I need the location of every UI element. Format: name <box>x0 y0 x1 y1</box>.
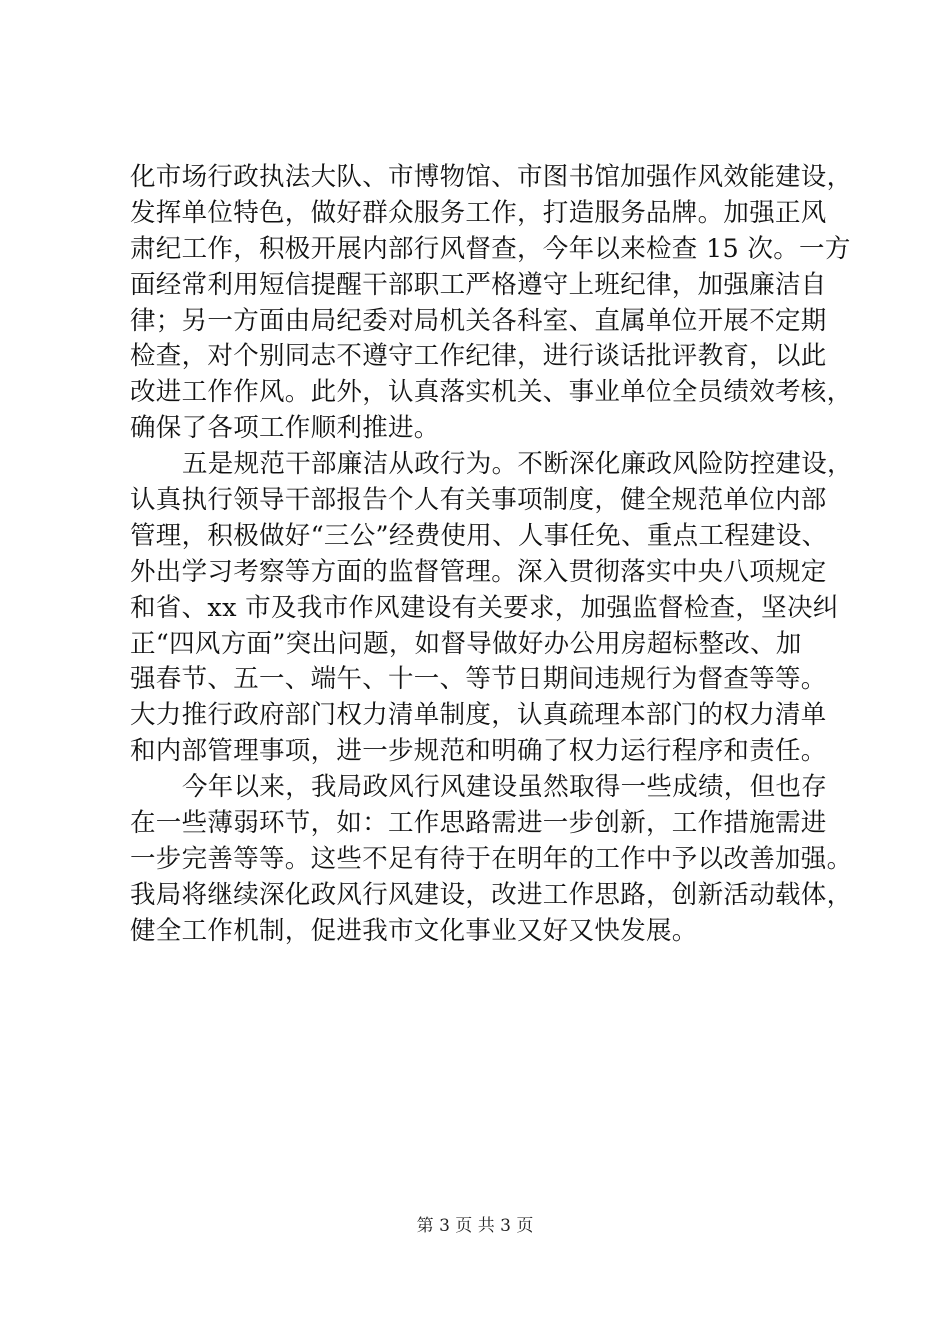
text-line: 改进工作作风。此外，认真落实机关、事业单位全员绩效考核， <box>130 377 853 408</box>
page-number-footer: 第 3 页 共 3 页 <box>416 1216 534 1236</box>
text-line: 正“四风方面”突出问题，如督导做好办公用房超标整改、加 <box>130 628 802 659</box>
text-line: 在一些薄弱环节，如：工作思路需进一步创新，工作措施需进 <box>130 808 827 839</box>
text-line: 化市场行政执法大队、市博物馆、市图书馆加强作风效能建设， <box>130 162 853 192</box>
paragraph-1 <box>130 160 853 447</box>
text-line: 管理，积极做好“三公”经费使用、人事任免、重点工程建设、 <box>130 520 828 551</box>
text-line: 确保了各项工作顺利推进。 <box>130 413 440 444</box>
text-line: 检查，对个别同志不遵守工作纪律，进行谈话批评教育，以此 <box>130 341 827 372</box>
text-line: 面经常利用短信提醒干部职工严格遵守上班纪律，加强廉洁自 <box>130 269 827 300</box>
document-body <box>130 160 853 950</box>
text-line: 肃纪工作，积极开展内部行风督查，今年以来检查 15 次。一方 <box>130 233 851 264</box>
text-line: 和省、xx 市及我市作风建设有关要求，加强监督检查，坚决纠 <box>130 592 839 623</box>
text-line: 律；另一方面由局纪委对局机关各科室、直属单位开展不定期 <box>130 305 827 336</box>
text-line: 今年以来，我局政风行风建设虽然取得一些成绩，但也存 <box>182 772 828 803</box>
text-line: 健全工作机制，促进我市文化事业又好又快发展。 <box>130 915 698 946</box>
text-line: 发挥单位特色，做好群众服务工作，打造服务品牌。加强正风 <box>130 197 827 228</box>
text-line: 五是规范干部廉洁从政行为。不断深化廉政风险防控建设， <box>182 449 853 480</box>
text-line: 大力推行政府部门权力清单制度，认真疏理本部门的权力清单 <box>130 700 827 731</box>
text-line: 外出学习考察等方面的监督管理。深入贯彻落实中央八项规定 <box>130 556 827 587</box>
text-line: 和内部管理事项，进一步规范和明确了权力运行程序和责任。 <box>130 736 827 767</box>
text-line: 认真执行领导干部报告个人有关事项制度，健全规范单位内部 <box>130 485 827 516</box>
paragraph-2 <box>130 447 853 770</box>
text-line: 一步完善等等。这些不足有待于在明年的工作中予以改善加强。 <box>130 843 853 874</box>
paragraph-3 <box>130 770 853 949</box>
text-line: 强春节、五一、端午、十一、等节日期间违规行为督查等等。 <box>130 664 827 695</box>
text-line: 我局将继续深化政风行风建设，改进工作思路，创新活动载体， <box>130 879 853 910</box>
